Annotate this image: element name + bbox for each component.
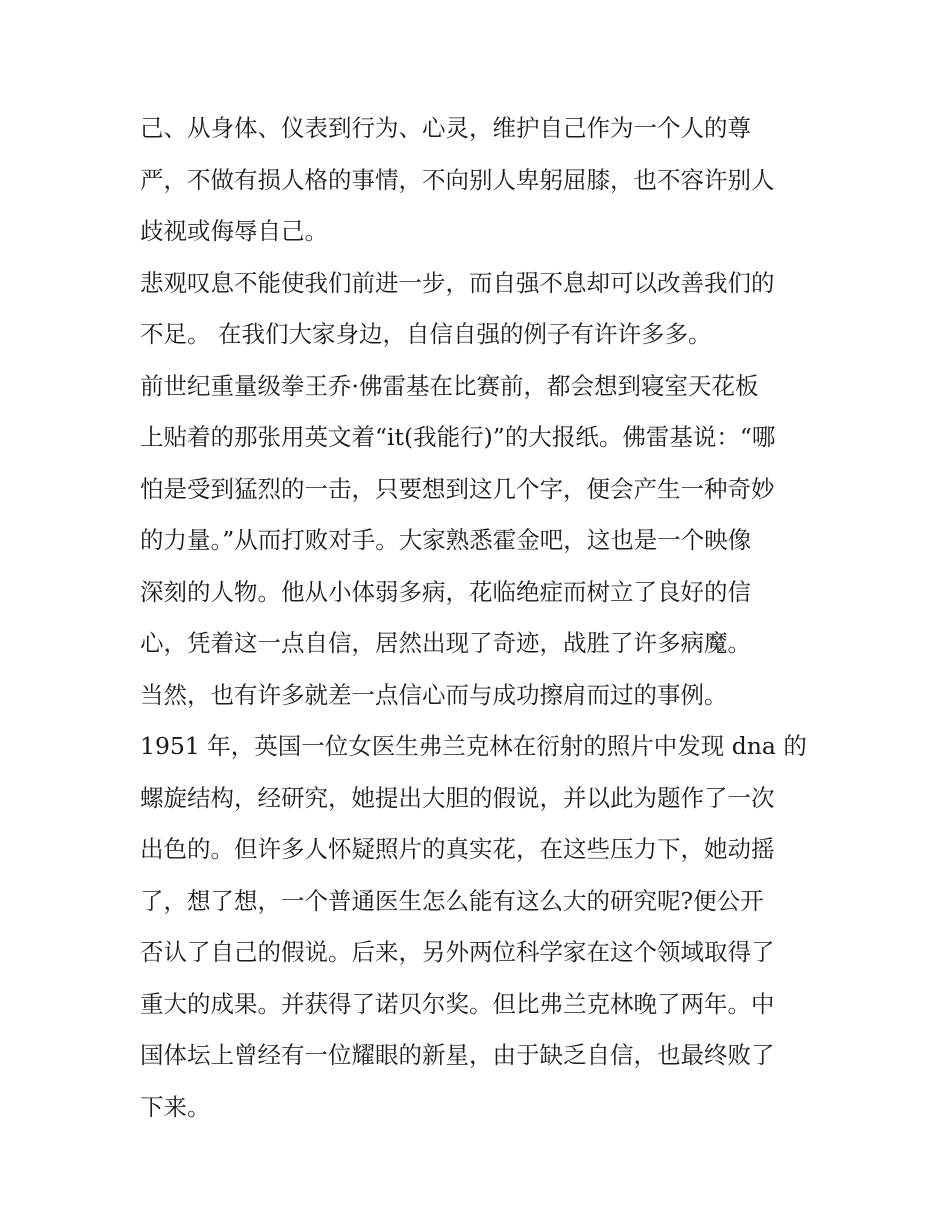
- text-line: 下来。: [140, 1092, 211, 1121]
- text-line: 否认了自己的假说。后来，另外两位科学家在这个领域取得了: [140, 938, 775, 966]
- text-line: 前世纪重量级拳王乔·佛雷基在比赛前，都会想到寝室天花板: [140, 371, 759, 400]
- text-line: 的力量。”从而打败对手。大家熟悉霍金吧，这也是一个映像: [140, 526, 752, 554]
- text-line: 螺旋结构，经研究，她提出大胆的假说，并以此为题作了一次: [140, 783, 775, 812]
- text-line: 深刻的人物。他从小体弱多病，花临绝症而树立了良好的信: [140, 577, 751, 606]
- text-line: 出色的。但许多人怀疑照片的真实花，在这些压力下，她动摇: [140, 835, 775, 863]
- text-line: 悲观叹息不能使我们前进一步，而自强不息却可以改善我们的: [140, 268, 775, 297]
- text-line: 不足。 在我们大家身边，自信自强的例子有许许多多。: [140, 320, 712, 348]
- document-body: [140, 103, 815, 1133]
- text-line: 心，凭着这一点自信，居然出现了奇迹，战胜了许多病魔。: [140, 629, 751, 657]
- text-line: 了，想了想，一个普通医生怎么能有这么大的研究呢?便公开: [140, 886, 764, 915]
- text-line: 重大的成果。并获得了诺贝尔奖。但比弗兰克林晚了两年。中: [140, 989, 775, 1018]
- text-line: 1951 年，英国一位女医生弗兰克林在衍射的照片中发现 dna 的: [140, 732, 807, 760]
- text-line: 严，不做有损人格的事情，不向别人卑躬屈膝，也不容许别人: [140, 165, 775, 194]
- text-line: 当然，也有许多就差一点信心而与成功擦肩而过的事例。: [140, 680, 728, 709]
- text-line: 国体坛上曾经有一位耀眼的新星，由于缺乏自信，也最终败了: [140, 1041, 775, 1069]
- text-line: 歧视或侮辱自己。: [140, 217, 328, 245]
- text-line: 上贴着的那张用英文着“it(我能行)”的大报纸。佛雷基说：“哪: [140, 423, 776, 451]
- text-line: 己、从身体、仪表到行为、心灵，维护自己作为一个人的尊: [140, 114, 751, 142]
- text-line: 怕是受到猛烈的一击，只要想到这几个字，便会产生一种奇妙: [140, 474, 775, 503]
